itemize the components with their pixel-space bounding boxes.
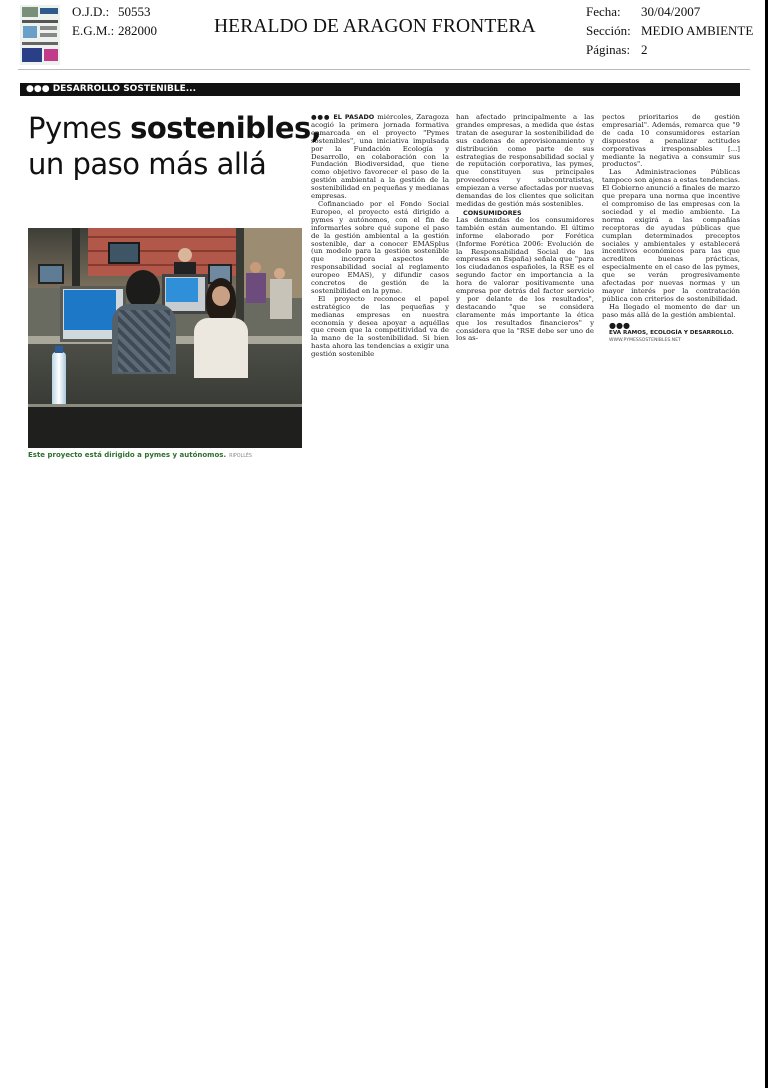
website-url: WWW.PYMESSOSTENIBLES.NET — [609, 338, 681, 344]
article-photo — [28, 228, 302, 448]
pages-label: Páginas: — [586, 42, 631, 57]
paragraph: Las Administraciones Públicas tampoco son ajenas a estas tendencias. El Gobierno anunció a finales de marzo que prepara una norma que incentive el compromiso de las empresas con la sociedad y el medio ambiente. La norma exigirá a las compañías receptoras de ayudas públicas que cumplan determinados preceptos sociales y ambientales y establecerá incentivos económicos para las que acrediten buenas prácticas, especialmente en el caso de las pymes, que se verán progresivamente afectadas por nuevas normas y un mayor interés por la contratación pública con criterios de sostenibilidad. — [602, 168, 740, 303]
ojd-label: O.J.D.: — [72, 4, 110, 19]
paragraph: pectos prioritarios de gestión empresarial". Además, remarca que "9 de cada 10 consumidores estarían dispuestos a penalizar actitudes corporativas irresponsables [...] mediante la negativa a consumir sus productos". — [602, 114, 740, 169]
lead-in: ●●● EL PASADO — [311, 114, 375, 121]
caption-text: Este proyecto está dirigido a pymes y autónomos. — [28, 451, 227, 459]
audience-metrics — [72, 2, 157, 40]
pages-value: 2 — [641, 42, 648, 57]
section-tag-bar: ●●● DESARROLLO SOSTENIBLE... — [20, 83, 740, 96]
clipping-metadata — [586, 2, 753, 59]
page-right-border — [765, 0, 768, 1088]
article-column-1 — [311, 114, 449, 462]
subheading: CONSUMIDORES — [463, 208, 522, 217]
egm-value: 282000 — [118, 23, 157, 38]
paragraph: Cofinanciado por el Fondo Social Europeo, el proyecto está dirigido a pymes y autónomos, con el fin de informarles sobre qué supone el paso de la gestión ambiental a la gestión sostenible, dar a conocer EMASplus (un modelo para la gestión sostenible que incorpora aspectos de responsabilidad social al reglamento europeo EMAS), y difundir casos concretos de gestión de la sostenibilidad en la pyme. — [311, 199, 449, 295]
date-label: Fecha: — [586, 4, 621, 19]
publication-logo-thumbnail — [20, 5, 60, 65]
ojd-value: 50553 — [118, 4, 151, 19]
egm-label: E.G.M.: — [72, 23, 115, 38]
paragraph: han afectado principalmente a las grandes empresas, a medida que éstas tratan de asegurar la sostenibilidad de sus cadenas de aprovisionamiento y distribución como parte de sus estrategias de responsabilidad social y de reputación corporativa, las pymes, que constituyen sus principales proveedores y subcontratistas, empiezan a verse afectadas por nuevas demandas de los clientes que solicitan medidas de gestión más sostenibles. — [456, 114, 594, 208]
headline-bold: sostenibles, — [130, 111, 322, 145]
article-column-3 — [602, 114, 740, 462]
headline-normal: Pymes — [28, 111, 131, 145]
paragraph: Ha llegado el momento de dar un paso más allá de la gestión ambiental. — [602, 302, 740, 319]
paragraph — [311, 114, 449, 201]
publication-title: HERALDO DE ARAGON FRONTERA — [214, 16, 536, 37]
clipping-header — [0, 0, 765, 70]
article-headline — [28, 110, 321, 182]
article-column-2 — [456, 114, 594, 462]
photo-caption — [28, 451, 252, 459]
section-label: Sección: — [586, 23, 631, 38]
date-value: 30/04/2007 — [641, 4, 701, 19]
section-value: MEDIO AMBIENTE — [641, 23, 754, 38]
byline: EVA RAMOS, ECOLOGÍA Y DESARROLLO. — [609, 329, 734, 336]
paragraph: El proyecto reconoce el papel estratégico de las pequeñas y medianas empresas en nuestra economía y desea apoyar a aquéllas que creen que la competitividad va de la mano de la sostenibilidad. Si bien hasta ahora las tendencias a exigir una gestión sostenible — [311, 294, 449, 359]
headline-line-2: un paso más allá — [28, 147, 267, 181]
paragraph-text: miércoles, Zaragoza acogió la primera jornada formativa enmarcada en el proyecto "Pymes sostenibles", una iniciativa impulsada por la Fundación Ecología y Desarrollo, en colaboración con la Fundación Biodiversidad, que tiene como objetivo favorecer el paso de la gestión ambiental a la gestión de la sostenibilidad en pequeñas y medianas empresas. — [311, 114, 449, 201]
photo-credit: RIPOLLÉS — [229, 454, 252, 459]
end-mark: ●●● — [609, 319, 630, 330]
header-divider — [18, 69, 750, 70]
paragraph: Las demandas de los consumidores también están aumentando. El último informe elaborado por Forética (Informe Forética 2006: Evolución de la Responsabilidad Social de las empresas en España) señala que "para los ciudadanos españoles, la RSE es el segundo factor en importancia a la hora de valorar positivamente una empresa por detrás del factor servicio y por delante de los resultados", destacando "que se considera claramente más importante la ética que los resultados financieros" y considera que la "RSE debe ser uno de los as- — [456, 215, 594, 343]
